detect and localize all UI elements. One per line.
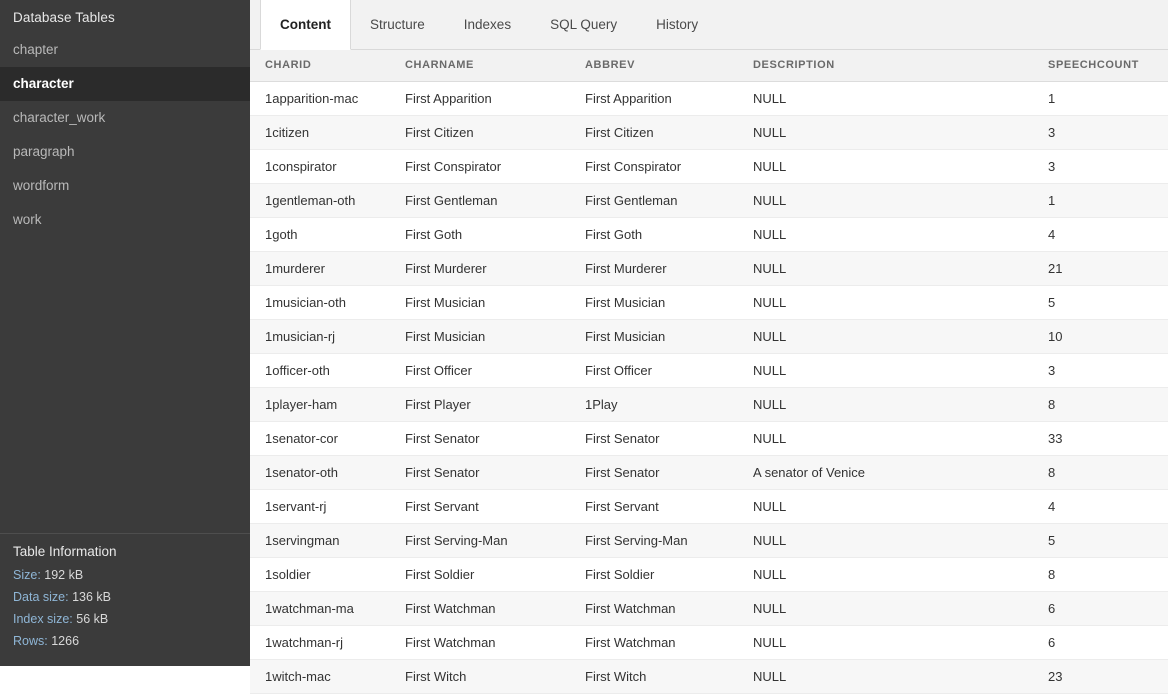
table-row[interactable] [250, 591, 1168, 625]
sidebar-item-character_work[interactable] [0, 101, 250, 135]
cell-speechcount[interactable]: 5 [1033, 285, 1168, 319]
cell-description[interactable]: NULL [738, 353, 1033, 387]
cell-description[interactable]: NULL [738, 183, 1033, 217]
table-row[interactable] [250, 387, 1168, 421]
content-table-area[interactable] [250, 50, 1168, 694]
cell-description[interactable]: NULL [738, 489, 1033, 523]
sidebar-item-work[interactable] [0, 203, 250, 237]
tab-indexes[interactable] [445, 0, 531, 49]
table-info-row [13, 590, 237, 605]
table-row[interactable] [250, 115, 1168, 149]
cell-charid[interactable]: 1murderer [250, 251, 390, 285]
cell-abbrev[interactable]: First Soldier [570, 557, 738, 591]
cell-abbrev[interactable]: First Musician [570, 285, 738, 319]
cell-charid[interactable]: 1citizen [250, 115, 390, 149]
content-table-body [250, 81, 1168, 693]
cell-description[interactable]: NULL [738, 387, 1033, 421]
cell-charid[interactable]: 1senator-cor [250, 421, 390, 455]
cell-speechcount[interactable]: 8 [1033, 455, 1168, 489]
sidebar [0, 0, 250, 666]
table-information-title: Table Information [13, 544, 117, 559]
cell-speechcount[interactable]: 1 [1033, 183, 1168, 217]
table-info-label: Data size: [13, 590, 69, 604]
tab-label: SQL Query [550, 17, 618, 32]
table-row[interactable] [250, 251, 1168, 285]
sidebar-item-paragraph[interactable] [0, 135, 250, 169]
cell-abbrev[interactable]: First Senator [570, 455, 738, 489]
table-row[interactable] [250, 149, 1168, 183]
sidebar-item-label: work [13, 212, 42, 227]
tab-content[interactable] [260, 0, 351, 50]
cell-abbrev[interactable]: First Conspirator [570, 149, 738, 183]
sidebar-item-character[interactable] [0, 67, 250, 101]
cell-charid[interactable]: 1player-ham [250, 387, 390, 421]
cell-description[interactable]: A senator of Venice [738, 455, 1033, 489]
cell-charname[interactable]: First Apparition [390, 81, 570, 115]
cell-description[interactable]: NULL [738, 421, 1033, 455]
table-info-value: 192 kB [40, 568, 84, 582]
tab-label: Structure [370, 17, 425, 32]
cell-abbrev[interactable]: First Apparition [570, 81, 738, 115]
table-information-panel [0, 533, 250, 666]
cell-charname[interactable]: First Soldier [390, 557, 570, 591]
cell-speechcount[interactable]: 4 [1033, 489, 1168, 523]
cell-charname[interactable]: First Conspirator [390, 149, 570, 183]
cell-charid[interactable]: 1gentleman-oth [250, 183, 390, 217]
tab-history[interactable] [637, 0, 718, 49]
sidebar-item-label: chapter [13, 42, 59, 57]
table-info-row [13, 612, 237, 627]
cell-charname[interactable]: First Serving-Man [390, 523, 570, 557]
cell-speechcount[interactable]: 6 [1033, 625, 1168, 659]
cell-description[interactable]: NULL [738, 251, 1033, 285]
cell-speechcount[interactable]: 3 [1033, 115, 1168, 149]
cell-speechcount[interactable]: 5 [1033, 523, 1168, 557]
cell-description[interactable]: NULL [738, 319, 1033, 353]
table-row[interactable] [250, 421, 1168, 455]
table-info-value: 56 kB [72, 612, 109, 626]
cell-abbrev[interactable]: First Citizen [570, 115, 738, 149]
cell-charname[interactable]: First Officer [390, 353, 570, 387]
sidebar-item-label: character_work [13, 110, 106, 125]
sidebar-item-wordform[interactable] [0, 169, 250, 203]
table-row[interactable] [250, 353, 1168, 387]
cell-charname[interactable]: First Gentleman [390, 183, 570, 217]
tab-label: Indexes [463, 17, 512, 32]
table-info-row [13, 634, 237, 649]
cell-charid[interactable]: 1goth [250, 217, 390, 251]
sidebar-item-chapter[interactable] [0, 33, 250, 67]
cell-charname[interactable]: First Goth [390, 217, 570, 251]
main-panel [250, 0, 1168, 684]
table-row[interactable] [250, 319, 1168, 353]
database-table-list [0, 33, 250, 237]
cell-charname[interactable]: First Musician [390, 285, 570, 319]
column-header-abbrev[interactable]: ABBREV [570, 50, 738, 81]
table-info-label: Index size: [13, 612, 73, 626]
cell-charname[interactable]: First Senator [390, 421, 570, 455]
cell-speechcount[interactable]: 6 [1033, 591, 1168, 625]
cell-description[interactable]: NULL [738, 115, 1033, 149]
sidebar-item-label: wordform [13, 178, 70, 193]
tab-sql-query[interactable] [531, 0, 637, 49]
cell-charname[interactable]: First Servant [390, 489, 570, 523]
sidebar-header: Database Tables [13, 10, 115, 25]
column-header-description[interactable]: DESCRIPTION [738, 50, 1033, 81]
cell-charid[interactable]: 1musician-rj [250, 319, 390, 353]
cell-charname[interactable]: First Senator [390, 455, 570, 489]
table-row[interactable] [250, 489, 1168, 523]
cell-abbrev[interactable]: 1Play [570, 387, 738, 421]
cell-description[interactable]: NULL [738, 149, 1033, 183]
cell-abbrev[interactable]: First Senator [570, 421, 738, 455]
cell-charname[interactable]: First Musician [390, 319, 570, 353]
table-info-value: 136 kB [68, 590, 111, 604]
cell-charid[interactable]: 1conspirator [250, 149, 390, 183]
cell-speechcount[interactable]: 23 [1033, 659, 1168, 693]
cell-speechcount[interactable]: 1 [1033, 81, 1168, 115]
cell-description[interactable]: NULL [738, 659, 1033, 693]
cell-charname[interactable]: First Citizen [390, 115, 570, 149]
cell-charid[interactable]: 1apparition-mac [250, 81, 390, 115]
tab-bar [250, 0, 1168, 50]
cell-charid[interactable]: 1servingman [250, 523, 390, 557]
table-row[interactable] [250, 659, 1168, 693]
cell-charname[interactable]: First Murderer [390, 251, 570, 285]
table-row[interactable] [250, 455, 1168, 489]
tab-structure[interactable] [351, 0, 445, 49]
column-header-speechcount[interactable]: SPEECHCOUNT [1033, 50, 1168, 81]
table-info-label: Size: [13, 568, 41, 582]
cell-charname[interactable]: First Watchman [390, 591, 570, 625]
cell-abbrev[interactable]: First Witch [570, 659, 738, 693]
table-row[interactable] [250, 285, 1168, 319]
cell-description[interactable]: NULL [738, 81, 1033, 115]
content-table [250, 50, 1168, 694]
cell-abbrev[interactable]: First Watchman [570, 591, 738, 625]
cell-charid[interactable]: 1officer-oth [250, 353, 390, 387]
cell-speechcount[interactable]: 8 [1033, 387, 1168, 421]
cell-speechcount[interactable]: 10 [1033, 319, 1168, 353]
cell-charname[interactable]: First Watchman [390, 625, 570, 659]
cell-charid[interactable]: 1senator-oth [250, 455, 390, 489]
cell-speechcount[interactable]: 21 [1033, 251, 1168, 285]
cell-abbrev[interactable]: First Goth [570, 217, 738, 251]
cell-speechcount[interactable]: 3 [1033, 353, 1168, 387]
cell-abbrev[interactable]: First Murderer [570, 251, 738, 285]
cell-description[interactable]: NULL [738, 217, 1033, 251]
table-info-label: Rows: [13, 634, 48, 648]
table-row[interactable] [250, 183, 1168, 217]
table-info-row [13, 568, 237, 583]
sidebar-item-label: paragraph [13, 144, 75, 159]
table-row[interactable] [250, 523, 1168, 557]
cell-charid[interactable]: 1watchman-rj [250, 625, 390, 659]
cell-description[interactable]: NULL [738, 285, 1033, 319]
table-row[interactable] [250, 625, 1168, 659]
column-header-charname[interactable]: CHARNAME [390, 50, 570, 81]
cell-charname[interactable]: First Player [390, 387, 570, 421]
cell-speechcount[interactable]: 8 [1033, 557, 1168, 591]
cell-abbrev[interactable]: First Officer [570, 353, 738, 387]
cell-abbrev[interactable]: First Gentleman [570, 183, 738, 217]
cell-charid[interactable]: 1watchman-ma [250, 591, 390, 625]
cell-speechcount[interactable]: 33 [1033, 421, 1168, 455]
cell-abbrev[interactable]: First Servant [570, 489, 738, 523]
cell-abbrev[interactable]: First Watchman [570, 625, 738, 659]
cell-charid[interactable]: 1witch-mac [250, 659, 390, 693]
table-info-value: 1266 [47, 634, 80, 648]
table-row[interactable] [250, 557, 1168, 591]
column-header-charid[interactable]: CHARID [250, 50, 390, 81]
table-row[interactable] [250, 217, 1168, 251]
cell-speechcount[interactable]: 4 [1033, 217, 1168, 251]
content-table-header [250, 50, 1168, 81]
cell-charname[interactable]: First Witch [390, 659, 570, 693]
cell-description[interactable]: NULL [738, 557, 1033, 591]
header-row [250, 50, 1168, 81]
sidebar-item-label: character [13, 76, 74, 91]
cell-abbrev[interactable]: First Musician [570, 319, 738, 353]
cell-description[interactable]: NULL [738, 625, 1033, 659]
cell-charid[interactable]: 1servant-rj [250, 489, 390, 523]
tab-label: Content [280, 17, 331, 32]
cell-description[interactable]: NULL [738, 591, 1033, 625]
cell-speechcount[interactable]: 3 [1033, 149, 1168, 183]
table-row[interactable] [250, 81, 1168, 115]
cell-description[interactable]: NULL [738, 523, 1033, 557]
cell-charid[interactable]: 1musician-oth [250, 285, 390, 319]
tab-label: History [656, 17, 699, 32]
cell-charid[interactable]: 1soldier [250, 557, 390, 591]
cell-abbrev[interactable]: First Serving-Man [570, 523, 738, 557]
